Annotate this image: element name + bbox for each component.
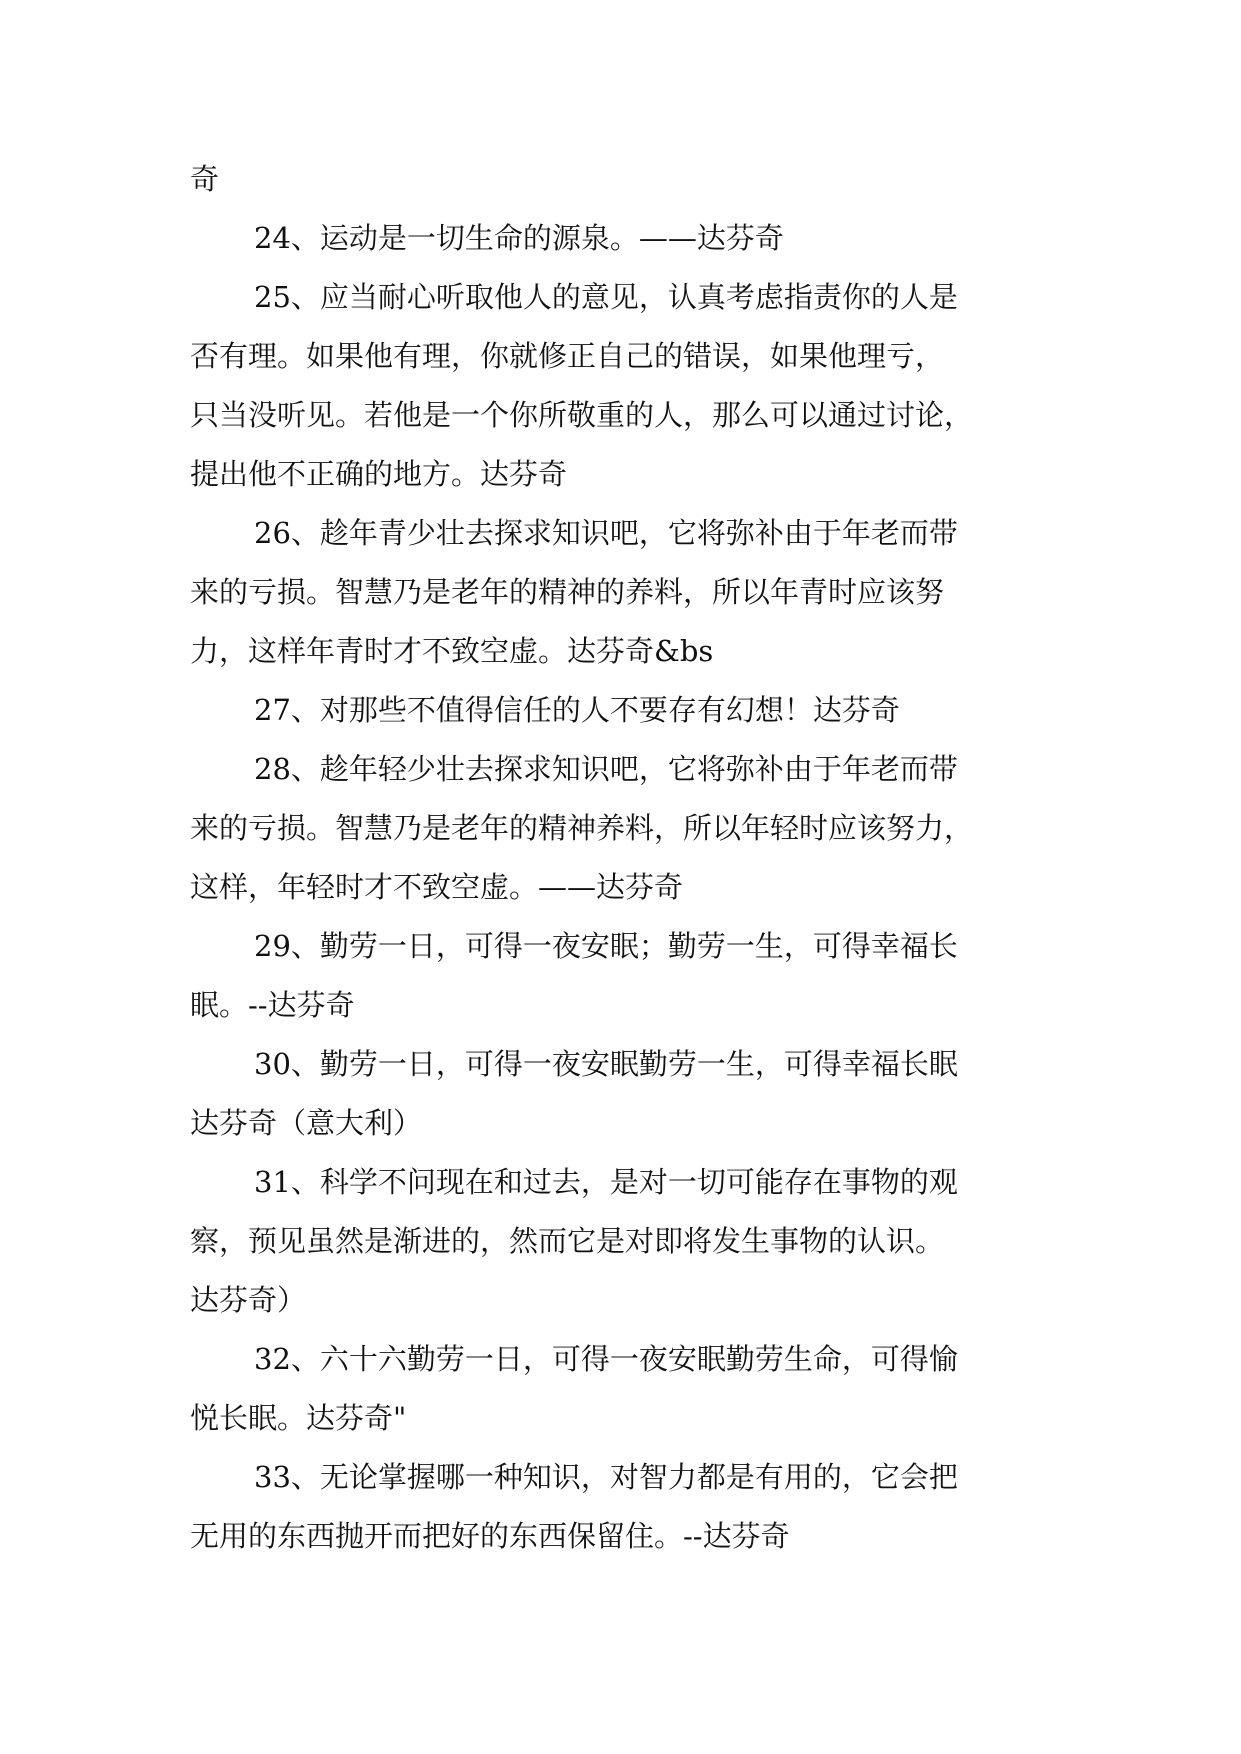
quote-24-line: 24、运动是一切生命的源泉。——达芬奇 — [254, 221, 784, 255]
quote-29-line: 29、勤劳一日，可得一夜安眠；勤劳一生，可得幸福长 — [254, 929, 958, 963]
text-line: 否有理。如果他有理，你就修正自己的错误，如果他理亏， — [190, 339, 945, 373]
text-line: 察，预见虽然是渐进的，然而它是对即将发生事物的认识。 — [190, 1224, 945, 1258]
quote-text-block — [190, 150, 1070, 1566]
text-line: 悦长眠。达芬奇" — [190, 1401, 407, 1435]
text-line: 奇 — [190, 162, 220, 196]
text-line: 这样，年轻时才不致空虚。——达芬奇 — [190, 870, 684, 904]
text-line: 来的亏损。智慧乃是老年的精神的养料，所以年青时应该努 — [190, 575, 945, 609]
quote-30-line: 30、勤劳一日，可得一夜安眠勤劳一生，可得幸福长眠 — [254, 1047, 958, 1081]
text-line: 来的亏损。智慧乃是老年的精神养料，所以年轻时应该努力， — [190, 811, 974, 845]
quote-28-line: 28、趁年轻少壮去探求知识吧，它将弥补由于年老而带 — [254, 752, 958, 786]
text-line: 达芬奇） — [190, 1283, 307, 1317]
text-line: 只当没听见。若他是一个你所敬重的人，那么可以通过讨论， — [190, 398, 974, 432]
quote-33-line: 33、无论掌握哪一种知识，对智力都是有用的，它会把 — [254, 1460, 958, 1494]
quote-25-line: 25、应当耐心听取他人的意见，认真考虑指责你的人是 — [254, 280, 958, 314]
text-line: 达芬奇（意大利） — [190, 1106, 423, 1140]
text-line: 眠。--达芬奇 — [190, 988, 355, 1022]
quote-26-line: 26、趁年青少壮去探求知识吧，它将弥补由于年老而带 — [254, 516, 958, 550]
quote-31-line: 31、科学不问现在和过去，是对一切可能存在事物的观 — [254, 1165, 958, 1199]
quote-32-line: 32、六十六勤劳一日，可得一夜安眠勤劳生命，可得愉 — [254, 1342, 958, 1376]
text-line: 无用的东西抛开而把好的东西保留住。--达芬奇 — [190, 1519, 790, 1553]
text-line: 力，这样年青时才不致空虚。达芬奇&bs — [190, 634, 714, 668]
text-line: 提出他不正确的地方。达芬奇 — [190, 457, 568, 491]
quote-27-line: 27、对那些不值得信任的人不要存有幻想！达芬奇 — [254, 693, 900, 727]
